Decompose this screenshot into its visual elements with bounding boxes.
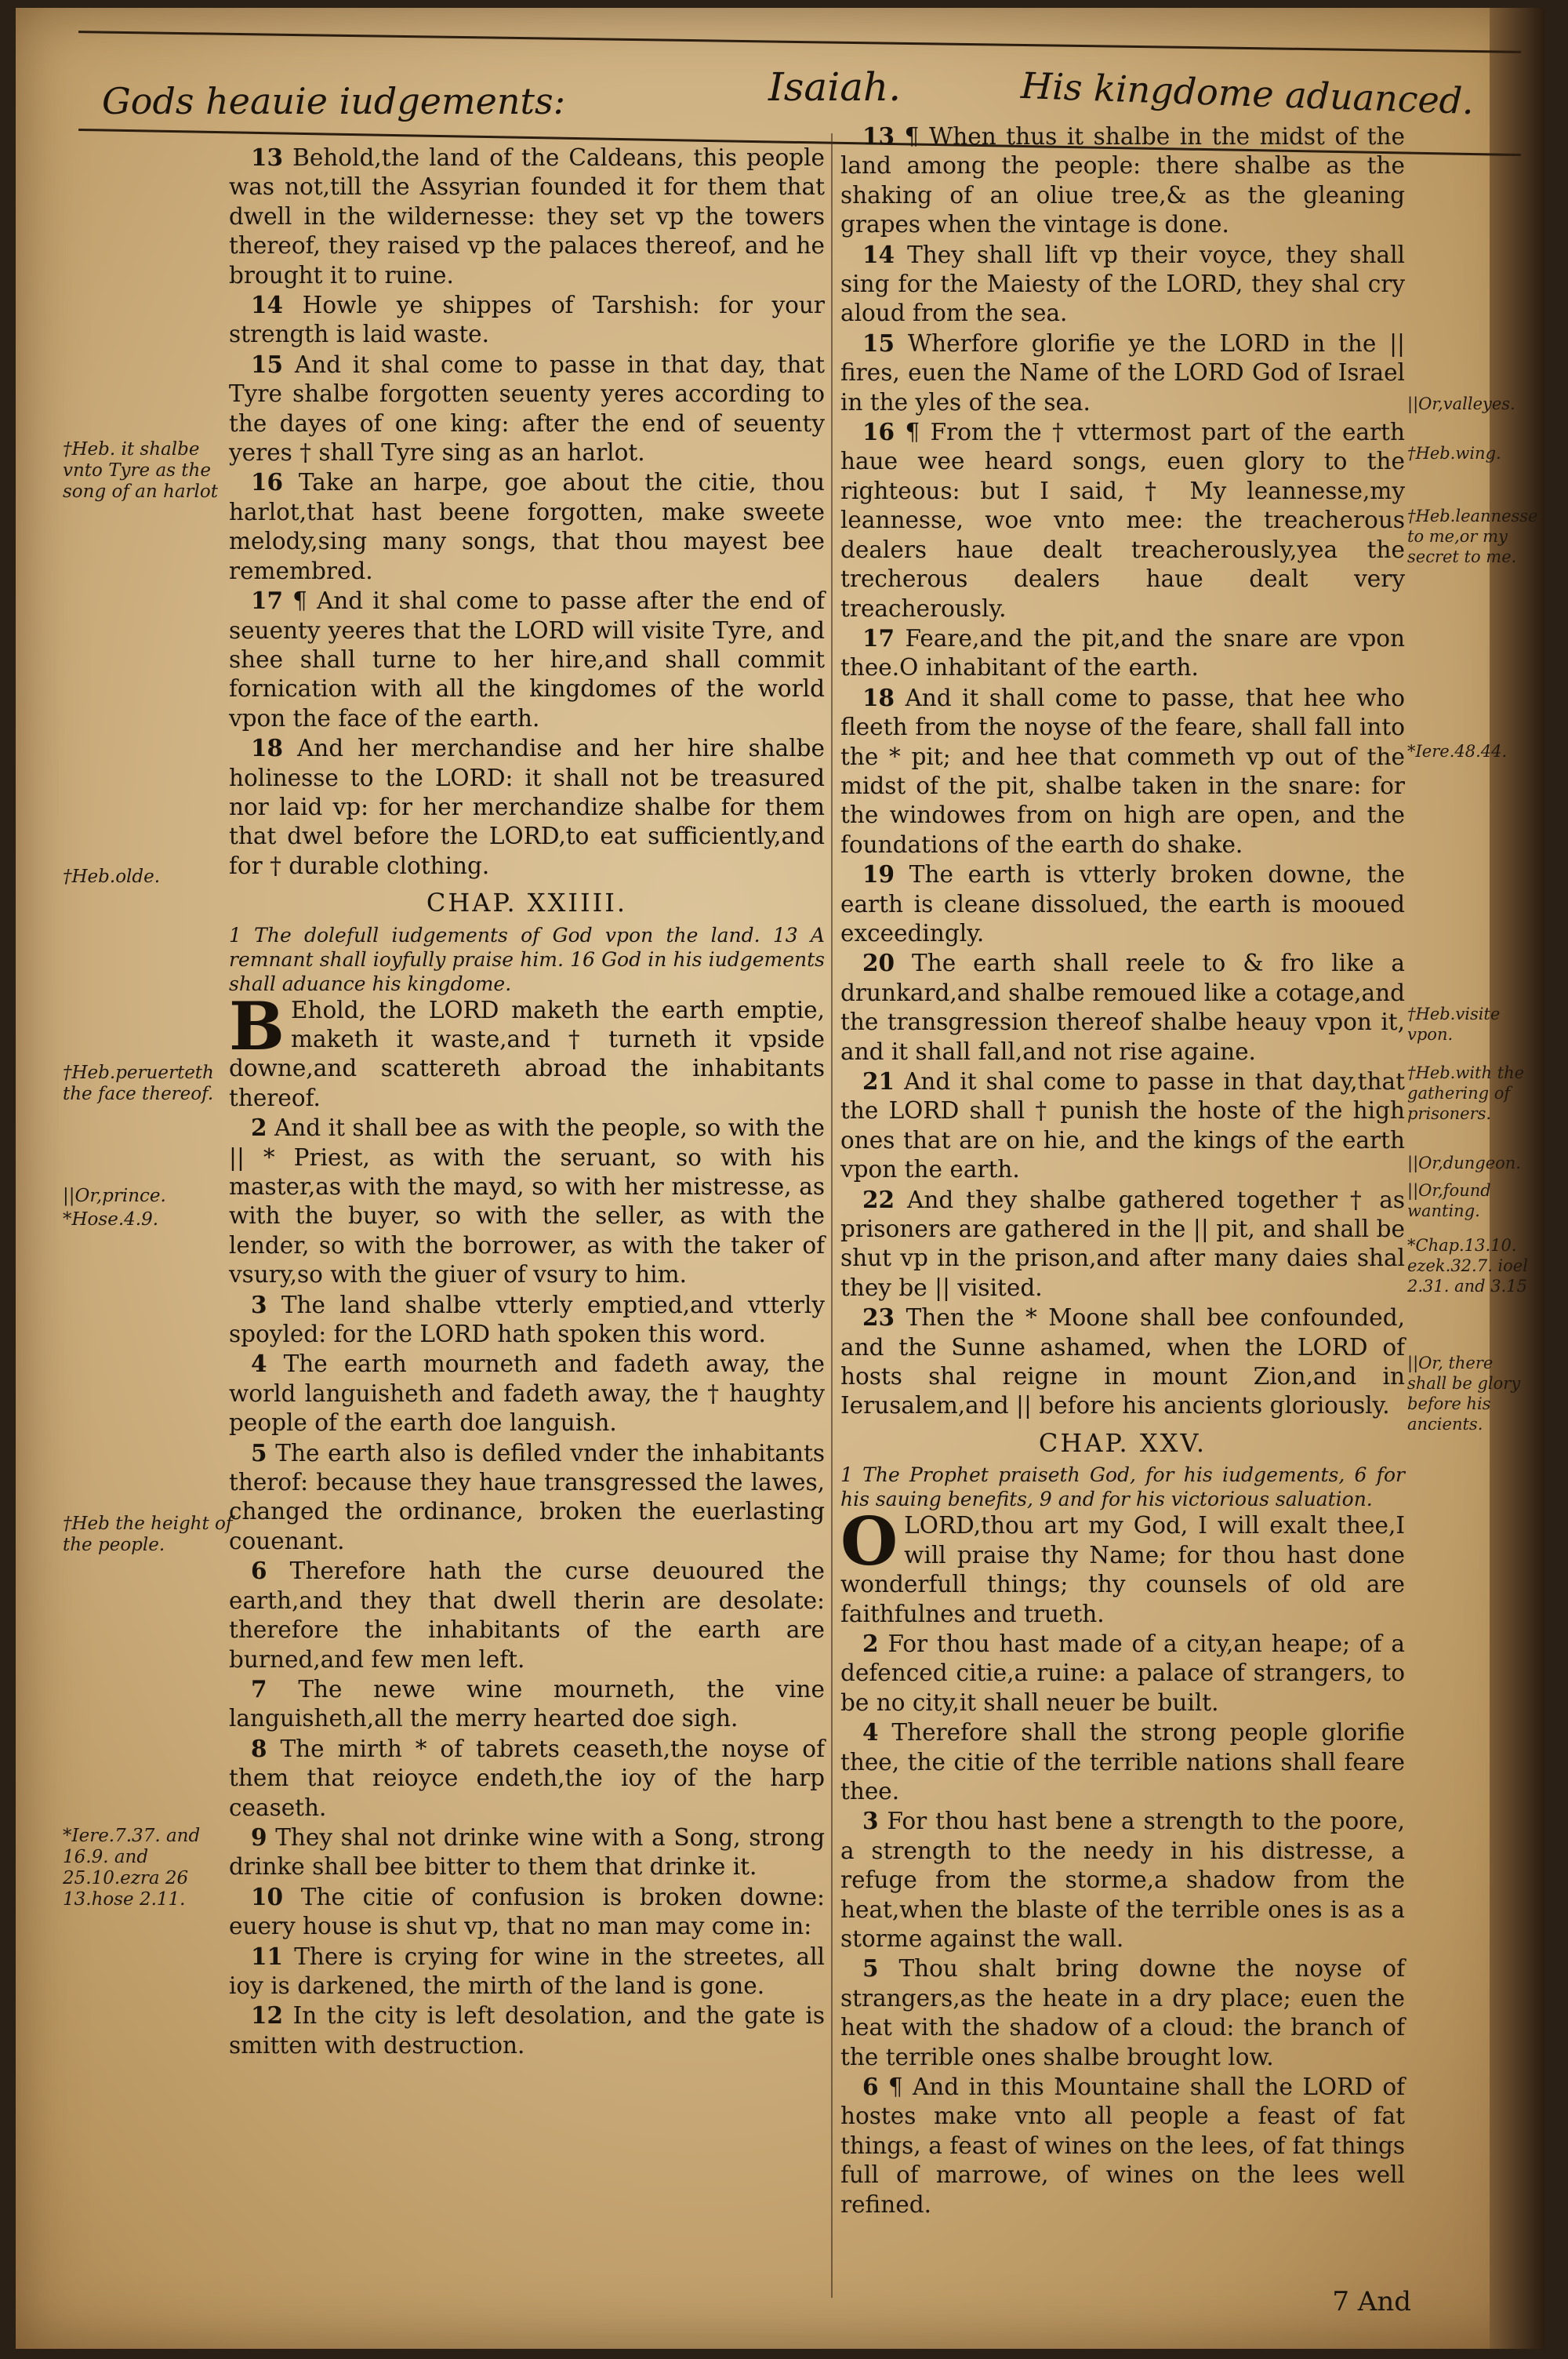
verse-text: LORD,thou art my God, I will exalt thee,I will praise thy Name; for thou hast done wonderfull things; thy counsels of old are faithfulnes and trueth. [840,1512,1405,1627]
verse-number: 21 [862,1067,895,1095]
verse [840,1717,1405,1806]
margin-note: †Heb.wing. [1407,444,1501,463]
drop-cap: O [840,1503,898,1581]
verse-text: Wherfore glorifie ye the LORD in the || fires, euen the Name of the LORD God of Israel in the yles of the sea. [840,329,1405,416]
verse-text: And it shal come to passe in that day,that the LORD shall † punish the hoste of the high ones that are on hie, and the kings of the earth vpon the earth. [840,1068,1405,1183]
verse-text: Therefore hath the curse deuoured the earth,and they that dwell therin are desolate: therefore the inhabitants of the earth are burned,and few men left. [229,1558,825,1673]
verse-number: 20 [862,949,895,977]
verse [840,122,1405,240]
verse-number: 6 [251,1557,267,1585]
verse [840,329,1405,417]
verse-number: 19 [862,860,895,889]
verse [229,1882,825,1942]
verse-text: There is crying for wine in the streetes, all ioy is darkened, the mirth of the land is gone. [229,1943,825,1999]
verse-number: 6 [862,2073,879,2100]
verse-number: 8 [251,1734,267,1762]
running-header [78,49,1482,127]
verse-text: The earth is vtterly broken downe, the earth is cleane dissolued, the earth is mooued exceedingly. [840,861,1405,947]
verse-number: 3 [862,1807,879,1835]
verse-list-ch24-cont [840,122,1405,1421]
verse [229,1674,825,1734]
verse-number: 11 [251,1942,284,1970]
verse-text: Ehold, the LORD maketh the earth emptie, maketh it waste,and † turneth it vpside downe,and scattereth abroad the inhabitants thereof. [229,996,825,1111]
verse-number: 9 [251,1823,267,1851]
verse-number: 16 [862,418,895,446]
verse-number: 2 [862,1629,879,1657]
verse-number: 3 [251,1290,267,1318]
verse-text: The earth mourneth and fadeth away, the world languisheth and fadeth away, the † haughty people of the earth doe languish. [229,1350,825,1437]
verse-text: Howle ye shippes of Tarshish: for your strength is laid waste. [229,292,825,348]
header-book-title: Isaiah. [768,64,902,110]
book-spine [1490,8,1544,2349]
left-text-column [229,143,825,2060]
verse-number: 7 [251,1674,267,1703]
margin-note: ||Or, there shall be glory before his ancients. [1407,1354,1521,1434]
verse [229,1556,825,1674]
margin-note: *Chap.13.10. ezek.32.7. ioel 2.31. and 3.15 [1407,1236,1528,1296]
verse [229,1290,825,1350]
margin-note: †Heb.olde. [63,867,161,887]
margin-note: ||Or,valleyes. [1407,394,1515,413]
verse-number: 17 [251,587,284,615]
drop-cap: B [229,987,285,1065]
verse [229,1438,825,1557]
margin-note: †Heb.peruerteth the face thereof. [63,1063,214,1104]
margin-note: ||Or,found wanting. [1407,1181,1491,1220]
verse-text: In the city is left desolation, and the gate is smitten with destruction. [229,2002,825,2059]
verse-text: ¶ From the † vttermost part of the earth haue wee heard songs, euen glory to the righteous: but I said, † My leannesse,my leannesse, woe vnto mee: the treacherous dealers haue dealt treacherously,yea the trecherous dealers haue dealt very treacherously. [840,419,1405,622]
margin-note: †Heb.visite vpon. [1407,1005,1501,1044]
verse-number: 18 [862,683,895,711]
verse [840,860,1405,948]
verse [840,948,1405,1067]
verse-number: 4 [251,1350,267,1378]
verse-text: And her merchandise and her hire shalbe holinesse to the LORD: it shall not be treasured nor laid vp: for her merchandize shalbe for them that dwel before the LORD,to eat sufficiently,and for † durable clothing. [229,735,825,879]
verse [229,1942,825,2001]
verse-text: They shal not drinke wine with a Song, strong drinke shall bee bitter to them that drinke it. [229,1823,825,1881]
chapter-heading: CHAP. XXIIII. [426,888,628,918]
verse-text: ¶ When thus it shalbe in the midst of the land among the people: there shalbe as the shaking of an oliue tree,& as the gleaning grapes when the vintage is done. [840,123,1405,238]
margin-note: ||Or,prince. [63,1186,166,1206]
margin-note: †Heb.with the gathering of prisoners. [1407,1063,1525,1123]
verse [229,1349,825,1438]
verse [229,586,825,733]
verse-number: 12 [251,2001,284,2030]
verse [840,2072,1405,2219]
chapter-summary: 1 The Prophet praiseth God, for his iudgements, 6 for his sauing benefits, 9 and for his victorious saluation. [840,1463,1405,1511]
header-left: Gods heauie iudgements: [102,80,566,122]
right-text-column [840,122,1405,2219]
verse-text: For thou hast made of a city,an heape; of a defenced citie,a ruine: a palace of strangers, to be no city,it shall neuer be built. [840,1630,1405,1716]
verse-text: And it shal come to passe in that day, that Tyre shalbe forgotten seuenty yeres according to the dayes of one king: after the end of seuenty yeres † shall Tyre sing as an harlot. [229,351,825,467]
verse-number: 23 [862,1303,895,1332]
verse-text: Take an harpe, goe about the citie, thou harlot,that hast beene forgotten, make sweete melody,sing many songs, that thou mayest bee remembred. [229,469,825,584]
verse [229,1113,825,1289]
verse [229,733,825,881]
chapter-heading: CHAP. XXV. [1038,1427,1207,1458]
verse-number: 16 [251,468,284,496]
catchword: 7 And [1332,2286,1411,2317]
margin-note: †Heb. it shalbe vnto Tyre as the song of an harlot [63,439,218,502]
verse [840,1185,1405,1303]
verse-text: ¶ And in this Mountaine shall the LORD of hostes make vnto all people a feast of fat things, a feast of wines on the lees, of fat things full of marrowe, of wines on the lees well refined. [840,2074,1405,2218]
verse-number: 5 [251,1438,267,1467]
verse [840,240,1405,329]
margin-note: *Hose.4.9. [63,1209,159,1230]
verse-text: And it shall come to passe, that hee who fleeth from the noyse of the feare, shall fall into the * pit; and hee that commeth vp out of the midst of the pit, shalbe taken in the snare: for the windowes from on high are open, and the foundations of the earth do shake. [840,684,1405,858]
verse-number: 14 [862,240,895,268]
verse-text: The land shalbe vtterly emptied,and vtterly spoyled: for the LORD hath spoken this word. [229,1291,825,1348]
verse-text: The earth shall reele to & fro like a drunkard,and shalbe remoued like a cotage,and the transgression thereof shalbe heauy vpon it, and it shall fall,and not rise againe. [840,950,1405,1065]
margin-note: ||Or,dungeon. [1407,1154,1521,1172]
margin-note: †Heb the height of the people. [63,1514,233,1555]
verse [229,143,825,290]
verse-number: 14 [251,291,284,319]
verse [229,2001,825,2060]
margin-note: *Iere.48.44. [1407,742,1508,761]
verse-number: 5 [862,1954,879,1983]
margin-note: †Heb.leannesse to me,or my secret to me. [1407,507,1538,566]
verse [840,1806,1405,1954]
verse-list-ch24 [229,1113,825,2060]
verse-number: 2 [251,1114,267,1142]
verse-number: 4 [862,1718,879,1747]
verse-text: The citie of confusion is broken downe: euery house is shut vp, that no man may come in: [229,1883,825,1940]
verse [840,1303,1405,1421]
verse-number: 13 [251,144,284,171]
verse-number: 15 [862,329,895,357]
verse-text: For thou hast bene a strength to the poore, a strength to the needy in his distresse, a refuge from the storme,a shadow from the heat,when the blaste of the terrible ones is as a storme against the wall. [840,1808,1405,1952]
verse-number: 22 [862,1185,895,1213]
verse [840,1629,1405,1717]
verse [840,683,1405,860]
book-page [16,8,1538,2349]
verse-number: 10 [251,1882,284,1910]
verse-text: The mirth * of tabrets ceaseth,the noyse of them that reioyce endeth,the ioy of the harp ceaseth. [229,1735,825,1821]
chapter-summary: 1 The dolefull iudgements of God vpon the land. 13 A remnant shall ioyfully praise him. 16 God in his iudgements shall aduance his kingdome. [229,923,825,995]
verse-text: Feare,and the pit,and the snare are vpon thee.O inhabitant of the earth. [840,624,1405,682]
verse-number: 13 [862,122,895,150]
verse-number: 15 [251,350,284,378]
verse [229,290,825,350]
verse-text: And it shall bee as with the people, so with the || * Priest, as with the seruant, so with his master,as with the mayd, so with her mistresse, as with the buyer, so with the seller, as with the lender, so with the borrower, as with the taker of vsury,so with the giuer of vsury to him. [229,1114,825,1289]
verse-number: 18 [251,734,284,762]
verse [840,623,1405,683]
chapter-opening-verse [840,1503,1405,1629]
verse-text: They shall lift vp their voyce, they shall sing for the Maiesty of the LORD, they shal cry aloud from the sea. [840,241,1405,327]
verse-text: Therefore shall the strong people glorifie thee, the citie of the terrible nations shall feare thee. [840,1719,1405,1805]
verse-text: Then the * Moone shall bee confounded, and the Sunne ashamed, when the LORD of hosts shal reigne in mount Zion,and in Ierusalem,and || before his ancients gloriously. [840,1304,1405,1419]
verse [229,467,825,586]
verse-list-ch23 [229,143,825,881]
verse [229,1823,825,1882]
verse-list-ch25 [840,1629,1405,2219]
verse-text: The earth also is defiled vnder the inhabitants therof: because they haue transgressed the lawes, changed the ordinance, broken the euerlasting couenant. [229,1439,825,1554]
verse [840,1954,1405,2072]
verse [229,1734,825,1823]
verse [840,1067,1405,1185]
verse-text: ¶ And it shal come to passe after the end of seuenty yeeres that the LORD will visite Tyre, and shee shall turne to her hire,and shall commit fornication with all the kingdomes of the world vpon the face of the earth. [229,587,825,732]
verse [229,350,825,468]
verse-text: Thou shalt bring downe the noyse of strangers,as the heate in a dry place; euen the heat with the shadow of a cloud: the branch of the terrible ones shalbe brought low. [840,1955,1405,2070]
header-right: His kingdome aduanced. [1020,64,1475,123]
verse-text: The newe wine mourneth, the vine languisheth,all the merry hearted doe sigh. [229,1675,825,1732]
column-divider [831,133,833,2298]
margin-note: *Iere.7.37. and 16.9. and 25.10.ezra 26 13.hose 2.11. [63,1826,201,1910]
verse [840,417,1405,623]
verse-text: Behold,the land of the Caldeans, this people was not,till the Assyrian founded it for them that dwell in the wildernesse: they set vp the towers thereof, they raised vp the palaces thereof, and he brought it to ruine. [229,144,825,289]
verse-number: 17 [862,623,895,652]
chapter-opening-verse [229,987,825,1114]
verse-text: And they shalbe gathered together † as prisoners are gathered in the || pit, and shall be shut vp in the prison,and after many daies shal they be || visited. [840,1186,1405,1301]
